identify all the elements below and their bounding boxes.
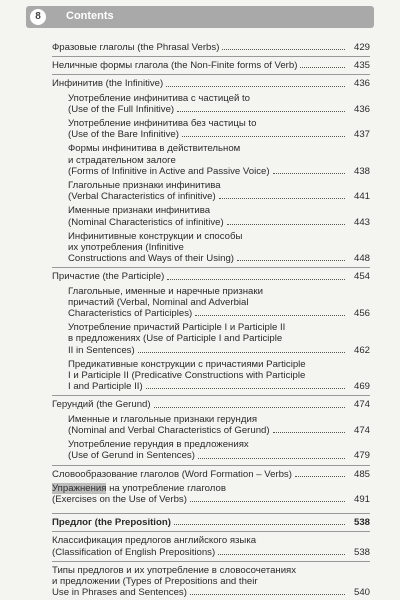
toc-page-number: 474: [353, 399, 370, 411]
toc-entry-title: Use in Phrases and Sentences): [52, 587, 187, 599]
toc-line: Классификация предлогов английского языка: [52, 535, 257, 547]
toc-line: их употребления (Infinitive: [68, 242, 184, 254]
page-number-badge: 8: [30, 9, 46, 25]
header-title: Contents: [66, 10, 114, 22]
dot-leader: [167, 279, 345, 280]
toc-page-number: 538: [353, 517, 370, 529]
toc-page-number: 441: [353, 191, 370, 203]
toc-page-number: 491: [353, 493, 370, 505]
toc-line-text: на употребление глаголов: [109, 482, 226, 494]
toc-page-number: 462: [353, 344, 370, 356]
toc-page-number: 456: [353, 308, 370, 320]
toc-entry-part-use[interactable]: [68, 322, 370, 356]
toc-entry-ger-use[interactable]: [68, 439, 370, 461]
toc-page-number: 448: [353, 253, 370, 265]
toc-entry-title: II in Sentences): [68, 344, 135, 356]
toc-line: и страдательном залоге: [68, 154, 176, 166]
table-of-contents: [52, 42, 370, 601]
toc-entry-title: (Verbal Characteristics of infinitive): [68, 191, 216, 203]
toc-entry-nonfinite[interactable]: [52, 60, 370, 71]
dot-leader: [190, 501, 345, 502]
toc-entry-title: (Classification of English Prepositions): [52, 546, 216, 558]
toc-entry-title: (Use of the Full Infinitive): [68, 103, 175, 115]
dot-leader: [138, 352, 345, 353]
toc-page-number: 438: [353, 165, 370, 177]
dot-leader: [182, 136, 345, 137]
dot-leader: [146, 388, 345, 389]
dot-leader: [219, 198, 345, 199]
toc-entry-title: Фразовые глаголы (the Phrasal Verbs): [52, 42, 220, 53]
toc-page-number: 454: [353, 271, 370, 283]
toc-line: Типы предлогов и их употребление в словосочетаниях: [52, 564, 297, 576]
toc-line: I и Participle II (Predicative Constructions with Participle: [68, 370, 306, 382]
dot-leader: [218, 554, 345, 555]
toc-entry-phrasal[interactable]: [52, 42, 370, 53]
toc-line: в предложениях (Use of Participle I and Participle: [68, 333, 283, 345]
toc-entry-title: (Nominal Characteristics of infinitive): [68, 216, 224, 228]
toc-entry-title: Characteristics of Participles): [68, 308, 193, 320]
toc-page-number: 435: [353, 60, 370, 72]
toc-entry-title: (Exercises on the Use of Verbs): [52, 493, 187, 505]
toc-entry-title: I and Participle II): [68, 381, 143, 393]
toc-entry-title: (Use of Gerund in Sentences): [68, 450, 195, 462]
toc-entry-infinitive[interactable]: [52, 78, 370, 89]
toc-line: Именные и глагольные признаки герундия: [68, 413, 258, 425]
dot-leader: [222, 49, 345, 50]
highlighted-word: Упражнения: [52, 482, 107, 494]
toc-line: Предикативные конструкции с причастиями Participle: [68, 358, 306, 370]
dot-leader: [295, 476, 345, 477]
toc-line: Употребление причастий Participle I и Participle II: [68, 322, 286, 334]
toc-page-number: 474: [353, 424, 370, 436]
toc-page-number: 485: [353, 468, 370, 480]
toc-entry-exercises[interactable]: [52, 483, 370, 505]
toc-page-number: 538: [353, 546, 370, 558]
toc-entry-title: (Use of the Bare Infinitive): [68, 129, 179, 141]
divider: [52, 74, 370, 75]
page-header: [26, 6, 374, 28]
toc-entry-prep-class[interactable]: [52, 535, 370, 557]
dot-leader: [190, 594, 345, 595]
toc-entry-title: (Nominal and Verbal Characteristics of Gerund): [68, 424, 270, 436]
divider: [52, 531, 370, 532]
toc-page-number: 436: [353, 78, 370, 90]
toc-line: причастий (Verbal, Nominal and Adverbial: [68, 296, 249, 308]
toc-entry-title: Constructions and Ways of their Using): [68, 253, 235, 265]
dot-leader: [174, 524, 345, 525]
dot-leader: [177, 111, 345, 112]
toc-page-number: 437: [353, 129, 370, 141]
toc-entry-participle[interactable]: [52, 271, 370, 282]
toc-entry-part-verbal[interactable]: [68, 286, 370, 320]
toc-line: Формы инфинитива в действительном: [68, 143, 241, 155]
toc-entry-word-formation[interactable]: [52, 469, 370, 480]
toc-page-number: 436: [353, 103, 370, 115]
divider: [52, 465, 370, 466]
toc-entry-inf-forms[interactable]: [68, 143, 370, 177]
divider: [52, 513, 370, 514]
dot-leader: [237, 260, 345, 261]
dot-leader: [300, 67, 345, 68]
toc-page-number: 429: [353, 42, 370, 53]
divider: [52, 56, 370, 57]
dot-leader: [166, 86, 345, 87]
toc-line: Употребление инфинитива с частицей to: [68, 92, 250, 104]
toc-line: и предложении (Types of Prepositions and their: [52, 575, 258, 587]
toc-line: Глагольные, именные и наречные признаки: [68, 285, 263, 297]
dot-leader: [154, 407, 345, 408]
toc-entry-prep-types[interactable]: [52, 565, 370, 599]
toc-entry-title: Предлог (the Preposition): [52, 517, 171, 529]
divider: [52, 561, 370, 562]
toc-entry-title: Словообразование глаголов (Word Formation – Verbs): [52, 468, 292, 480]
dot-leader: [273, 432, 345, 433]
toc-entry-title: Причастие (the Participle): [52, 271, 165, 283]
toc-entry-inf-full[interactable]: [68, 93, 370, 115]
toc-entry-inf-nominal[interactable]: [68, 205, 370, 227]
toc-entry-inf-bare[interactable]: [68, 118, 370, 140]
toc-entry-title: Неличные формы глагола (the Non-Finite forms of Verb): [52, 60, 298, 72]
dot-leader: [198, 458, 345, 459]
dot-leader: [227, 224, 345, 225]
toc-entry-inf-verbal[interactable]: [68, 180, 370, 202]
toc-entry-title: Инфинитив (the Infinitive): [52, 78, 164, 90]
toc-page-number: 469: [353, 381, 370, 393]
toc-entry-ger-nom[interactable]: [68, 414, 370, 436]
toc-line: Употребление герундия в предложениях: [68, 439, 249, 451]
toc-entry-title: (Forms of Infinitive in Active and Passive Voice): [68, 165, 270, 177]
toc-line: Глагольные признаки инфинитива: [68, 180, 221, 192]
toc-entry-preposition[interactable]: [52, 517, 370, 528]
toc-entry-gerund[interactable]: [52, 399, 370, 410]
toc-line: Именные признаки инфинитива: [68, 205, 211, 217]
toc-page-number: 479: [353, 450, 370, 462]
toc-line: [52, 483, 348, 494]
toc-entry-inf-constr[interactable]: [68, 231, 370, 265]
dot-leader: [195, 315, 345, 316]
divider: [52, 267, 370, 268]
toc-line: Употребление инфинитива без частицы to: [68, 118, 257, 130]
toc-line: Инфинитивные конструкции и способы: [68, 230, 243, 242]
toc-page-number: 540: [353, 587, 370, 599]
toc-entry-part-pred[interactable]: [68, 359, 370, 393]
divider: [52, 395, 370, 396]
toc-page-number: 443: [353, 216, 370, 228]
toc-entry-title: Герундий (the Gerund): [52, 399, 151, 411]
dot-leader: [273, 173, 345, 174]
